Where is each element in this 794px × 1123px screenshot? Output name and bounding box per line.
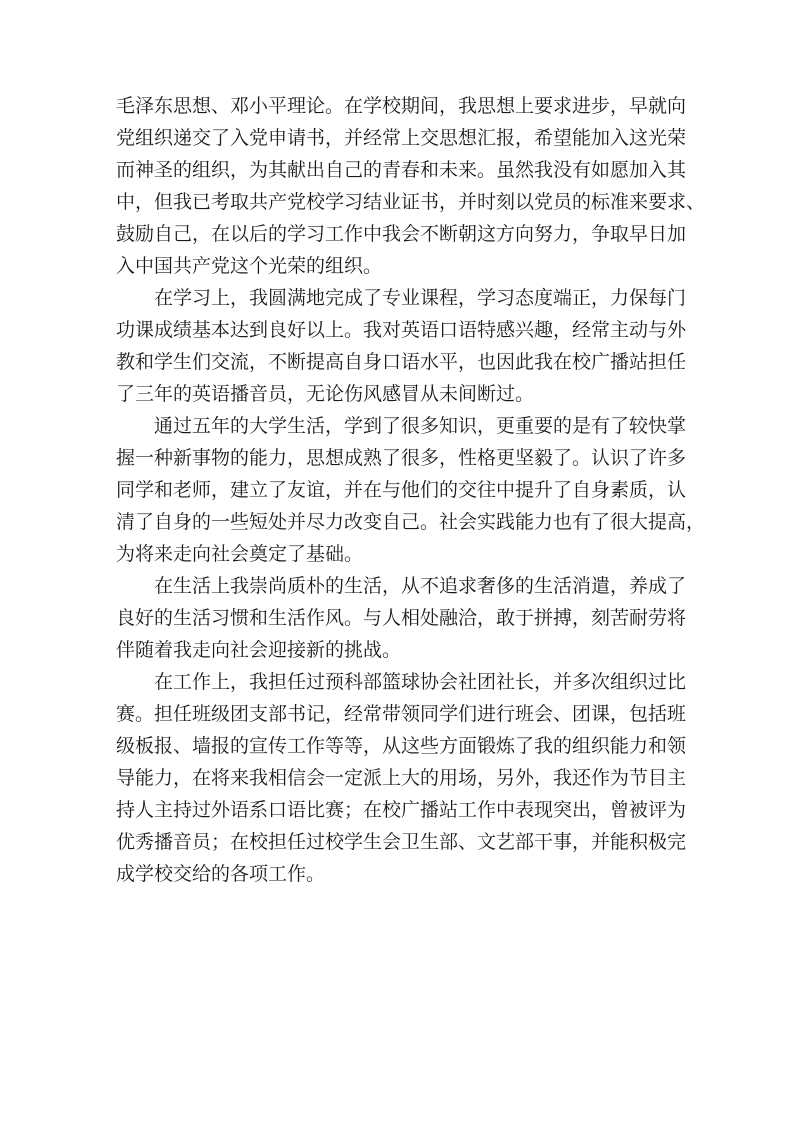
- text-line: 而神圣的组织，为其献出自己的青春和未来。虽然我没有如愿加入其: [116, 159, 687, 181]
- text-line: 鼓励自己，在以后的学习工作中我会不断朝这方向努力，争取早日加: [116, 223, 687, 245]
- paragraph-party-membership: [116, 90, 706, 282]
- text-line: 毛泽东思想、邓小平理论。在学校期间，我思想上要求进步，早就向: [116, 95, 687, 117]
- text-line: 在生活上我崇尚质朴的生活，从不追求奢侈的生活消遣，养成了: [154, 575, 687, 597]
- text-line: 握一种新事物的能力，思想成熟了很多，性格更坚毅了。认识了许多: [116, 447, 687, 469]
- text-line: 赛。担任班级团支部书记，经常带领同学们进行班会、团课，包括班: [116, 703, 687, 725]
- text-line: 了三年的英语播音员，无论伤风感冒从未间断过。: [116, 383, 535, 405]
- paragraph-work: [116, 666, 686, 890]
- text-line: 功课成绩基本达到良好以上。我对英语口语特感兴趣，经常主动与外: [116, 319, 687, 341]
- text-line: 通过五年的大学生活，学到了很多知识，更重要的是有了较快掌: [154, 415, 687, 437]
- text-line: 在工作上，我担任过预科部篮球协会社团社长，并多次组织过比: [154, 671, 687, 693]
- text-line: 中，但我已考取共产党校学习结业证书，并时刻以党员的标准来要求、: [116, 191, 706, 213]
- text-line: 清了自身的一些短处并尽力改变自己。社会实践能力也有了很大提高，: [116, 511, 706, 533]
- paragraph-study: [116, 282, 686, 410]
- text-line: 入中国共产党这个光荣的组织。: [116, 255, 383, 277]
- text-line: 同学和老师，建立了友谊，并在与他们的交往中提升了自身素质，认: [116, 479, 687, 501]
- text-line: 导能力，在将来我相信会一定派上大的用场，另外，我还作为节目主: [116, 767, 687, 789]
- text-line: 良好的生活习惯和生活作风。与人相处融洽，敢于拼搏，刻苦耐劳将: [116, 607, 687, 629]
- text-line: 在学习上，我圆满地完成了专业课程，学习态度端正，力保每门: [154, 287, 687, 309]
- document-body: [116, 90, 706, 890]
- paragraph-lifestyle: [116, 570, 686, 666]
- text-line: 持人主持过外语系口语比赛；在校广播站工作中表现突出，曾被评为: [116, 799, 687, 821]
- text-line: 级板报、墙报的宣传工作等等，从这些方面锻炼了我的组织能力和领: [116, 735, 687, 757]
- text-line: 教和学生们交流，不断提高自身口语水平，也因此我在校广播站担任: [116, 351, 687, 373]
- paragraph-university-life: [116, 410, 706, 570]
- text-line: 优秀播音员；在校担任过校学生会卫生部、文艺部干事，并能积极完: [116, 831, 687, 853]
- text-line: 党组织递交了入党申请书，并经常上交思想汇报，希望能加入这光荣: [116, 127, 687, 149]
- text-line: 伴随着我走向社会迎接新的挑战。: [116, 639, 402, 661]
- text-line: 成学校交给的各项工作。: [116, 863, 326, 885]
- text-line: 为将来走向社会奠定了基础。: [116, 543, 364, 565]
